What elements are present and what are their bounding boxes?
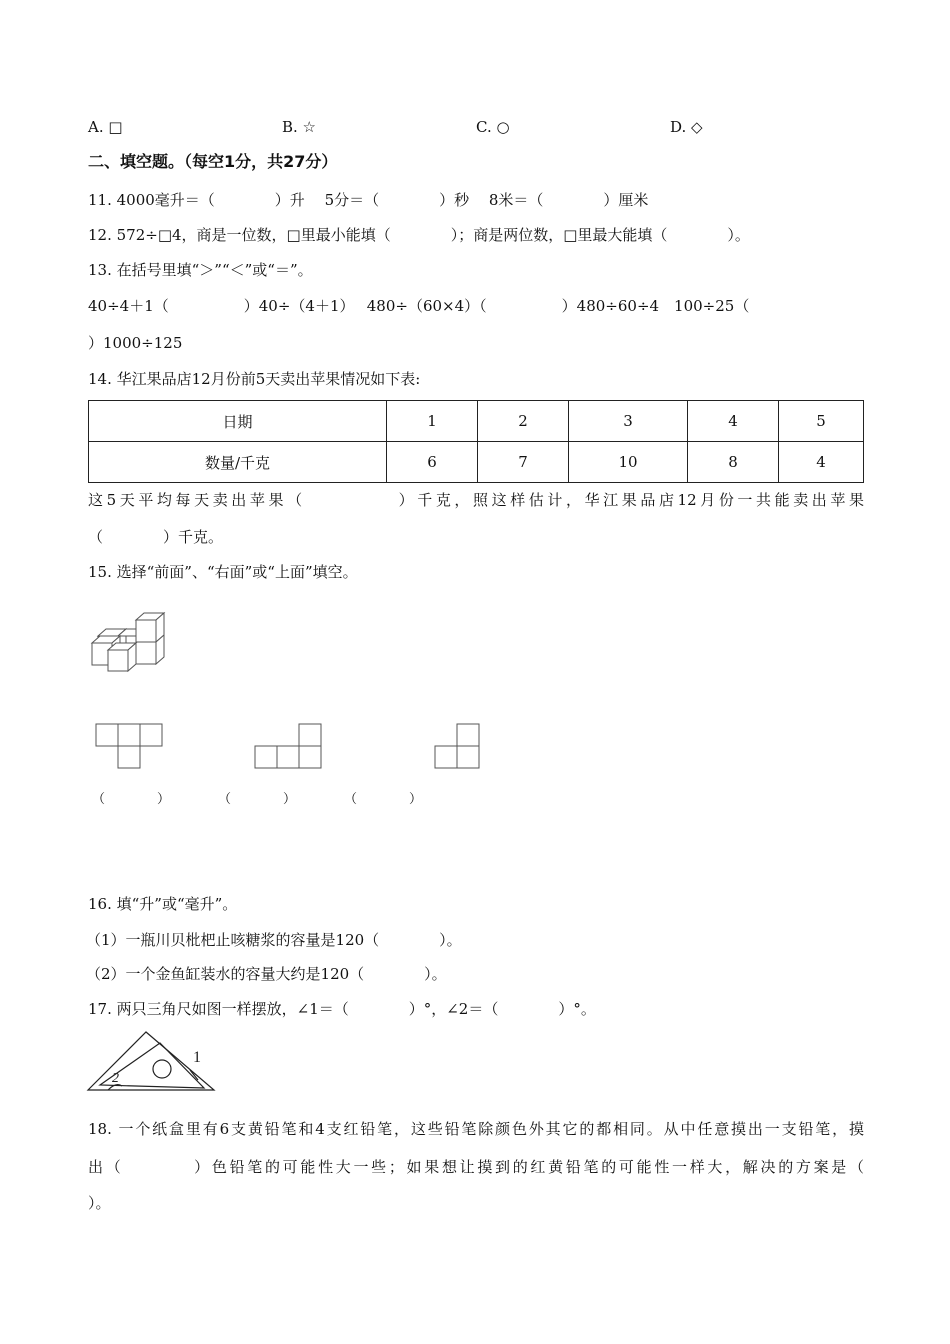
question-16-item2: （2）一个金鱼缸装水的容量大约是120（ ）。 bbox=[86, 965, 447, 983]
sales-table bbox=[88, 400, 864, 483]
table-header-date: 日期 bbox=[89, 401, 387, 442]
question-11: 11. 4000毫升＝（ ）升 5分＝（ ）秒 8米＝（ ）厘米 bbox=[88, 191, 649, 209]
table-cell: 4 bbox=[779, 442, 864, 483]
question-18-line2: 出（ ）色铅笔的可能性大一些；如果想让摸到的红黄铅笔的可能性一样大，解决的方案是（ bbox=[88, 1158, 864, 1176]
question-13-line2: ）1000÷125 bbox=[88, 334, 183, 352]
table-cell: 3 bbox=[569, 401, 688, 442]
question-18-line3: ）。 bbox=[88, 1194, 111, 1212]
question-13-stem: 13. 在括号里填“＞”“＜”或“＝”。 bbox=[88, 261, 313, 279]
angle-2-label: 2 bbox=[112, 1071, 119, 1086]
view-blank-2: （ ） bbox=[218, 792, 297, 807]
view-shape-1 bbox=[95, 723, 163, 769]
option-b: B. ☆ bbox=[282, 118, 317, 136]
table-cell: 6 bbox=[387, 442, 478, 483]
view-shape-2 bbox=[254, 723, 322, 769]
table-cell: 7 bbox=[478, 442, 569, 483]
view-blank-1: （ ） bbox=[92, 792, 171, 807]
triangle-rulers-figure bbox=[86, 1030, 216, 1092]
table-cell: 5 bbox=[779, 401, 864, 442]
question-14-line2: （ ）千克。 bbox=[88, 528, 224, 546]
question-13-line1: 40÷4＋1（ ）40÷（4＋1） 480÷（60×4）（ ）480÷60÷4 100÷25（ bbox=[88, 297, 750, 315]
question-18-line1: 18. 一个纸盒里有6支黄铅笔和4支红铅笔，这些铅笔除颜色外其它的都相同。从中任意摸出一支铅笔，摸 bbox=[88, 1120, 864, 1138]
table-row-dates bbox=[89, 401, 864, 442]
question-15-stem: 15. 选择“前面”、“右面”或“上面”填空。 bbox=[88, 563, 358, 581]
table-cell: 2 bbox=[478, 401, 569, 442]
table-header-quantity: 数量/千克 bbox=[89, 442, 387, 483]
question-14-stem: 14. 华江果品店12月份前5天卖出苹果情况如下表: bbox=[88, 370, 421, 388]
section-title: 二、填空题。（每空1分，共27分） bbox=[88, 152, 338, 171]
view-shape-3 bbox=[434, 723, 480, 769]
table-row-quantities bbox=[89, 442, 864, 483]
question-16-item1: （1）一瓶川贝枇杷止咳糖浆的容量是120（ ）。 bbox=[86, 931, 462, 949]
question-14-line1: 这5天平均每天卖出苹果（ ）千克，照这样估计，华江果品店12月份一共能卖出苹果 bbox=[88, 491, 864, 509]
option-c: C. ○ bbox=[476, 118, 510, 136]
question-16-stem: 16. 填“升”或“毫升”。 bbox=[88, 895, 238, 913]
table-cell: 10 bbox=[569, 442, 688, 483]
table-cell: 4 bbox=[688, 401, 779, 442]
option-d: D. ◇ bbox=[670, 118, 703, 136]
angle-1-label: 1 bbox=[193, 1049, 201, 1066]
table-cell: 8 bbox=[688, 442, 779, 483]
option-a: A. □ bbox=[88, 118, 123, 136]
question-12: 12. 572÷□4，商是一位数，□里最小能填（ ）；商是两位数，□里最大能填（ ）。 bbox=[88, 226, 750, 244]
question-17-stem: 17. 两只三角尺如图一样摆放，∠1＝（ ）°，∠2＝（ ）°。 bbox=[88, 1000, 596, 1018]
table-cell: 1 bbox=[387, 401, 478, 442]
view-blank-3: （ ） bbox=[344, 792, 423, 807]
cube-stack-figure bbox=[88, 610, 170, 672]
